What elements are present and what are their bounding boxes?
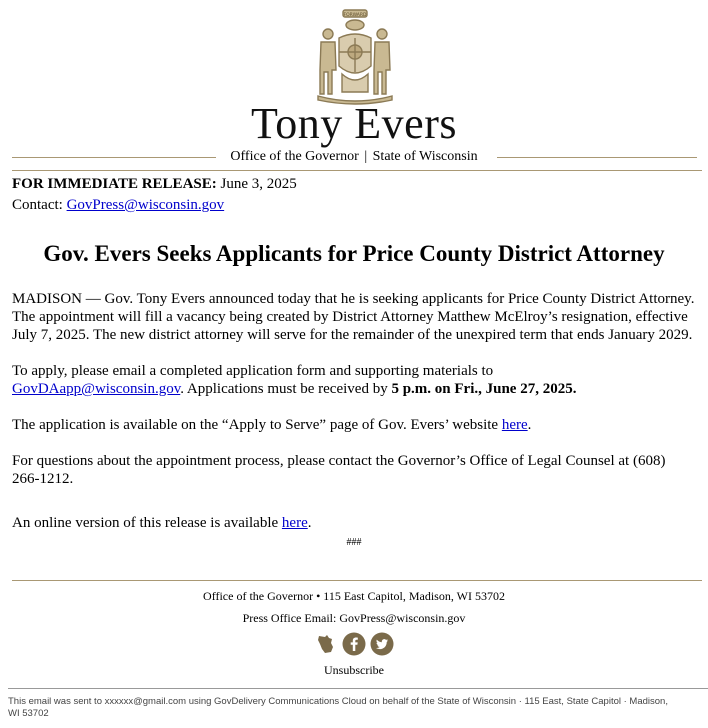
contact-line xyxy=(12,196,696,214)
state-title: State of Wisconsin xyxy=(372,149,478,164)
website-here-link[interactable]: here xyxy=(501,417,528,433)
contact-label: Contact: xyxy=(12,197,63,213)
online-here-link[interactable]: here xyxy=(281,515,308,531)
end-marker: ### xyxy=(346,537,362,548)
paragraph-online xyxy=(12,514,696,532)
paragraph-apply xyxy=(12,362,696,398)
apply-deadline: 5 p.m. on Fri., June 27, 2025. xyxy=(391,381,577,397)
social-icons xyxy=(0,632,708,658)
disclaimer-divider xyxy=(8,688,708,689)
paragraph-questions: For questions about the appointment process, please contact the Governor’s Office of Legal Counsel at (608) 266-1212. xyxy=(12,453,666,487)
release-title: Gov. Evers Seeks Applicants for Price County District Attorney xyxy=(43,241,665,266)
release-date: June 3, 2025 xyxy=(220,176,297,192)
wisconsin-seal-logo xyxy=(312,8,398,106)
email-header xyxy=(0,0,708,172)
paragraph-website xyxy=(12,416,696,434)
application-email-link[interactable]: GovDAapp@wisconsin.gov xyxy=(12,381,181,397)
release-body xyxy=(12,175,696,552)
office-separator: | xyxy=(364,149,368,164)
wisconsin-map-icon[interactable] xyxy=(314,632,338,656)
website-text-end: . xyxy=(527,417,532,433)
email-footer xyxy=(0,587,708,679)
apply-text-start: To apply, please email a completed application form and supporting materials to xyxy=(12,363,494,379)
online-text-end: . xyxy=(307,515,312,531)
website-text: The application is available on the “Apply to Serve” page of Gov. Evers’ website xyxy=(12,417,502,433)
twitter-icon[interactable] xyxy=(370,632,394,656)
header-divider-right xyxy=(497,157,697,158)
online-text: An online version of this release is available xyxy=(12,515,282,531)
footer-press-email: Press Office Email: GovPress@wisconsin.gov xyxy=(242,611,466,625)
footer-address: Office of the Governor • 115 East Capitol, Madison, WI 53702 xyxy=(203,589,505,603)
contact-email-link[interactable]: GovPress@wisconsin.gov xyxy=(66,197,225,213)
facebook-icon[interactable] xyxy=(342,632,366,656)
delivery-disclaimer: This email was sent to xxxxxx@gmail.com using GovDelivery Communications Cloud on behalf of the State of Wisconsin · 115 East, State Capitol · Madison, WI 53702 xyxy=(8,696,668,719)
release-line xyxy=(12,175,696,193)
header-divider xyxy=(12,170,702,171)
governor-name: Tony Evers xyxy=(251,99,457,148)
footer-divider xyxy=(12,580,702,581)
apply-text-mid: . Applications must be received by xyxy=(180,381,392,397)
release-label: FOR IMMEDIATE RELEASE: xyxy=(12,176,217,192)
svg-text:FORWARD: FORWARD xyxy=(343,13,367,18)
office-title: Office of the Governor xyxy=(230,149,359,164)
paragraph-intro: MADISON — Gov. Tony Evers announced today that he is seeking applicants for Price County District Attorney. The appointment will fill a vacancy being created by District Attorney Matthew McElroy’s resignation, effective July 7, 2025. The new district attorney will serve for the remainder of the unexpired term that ends January 2029. xyxy=(12,291,695,343)
unsubscribe-link[interactable]: Unsubscribe xyxy=(324,663,384,677)
